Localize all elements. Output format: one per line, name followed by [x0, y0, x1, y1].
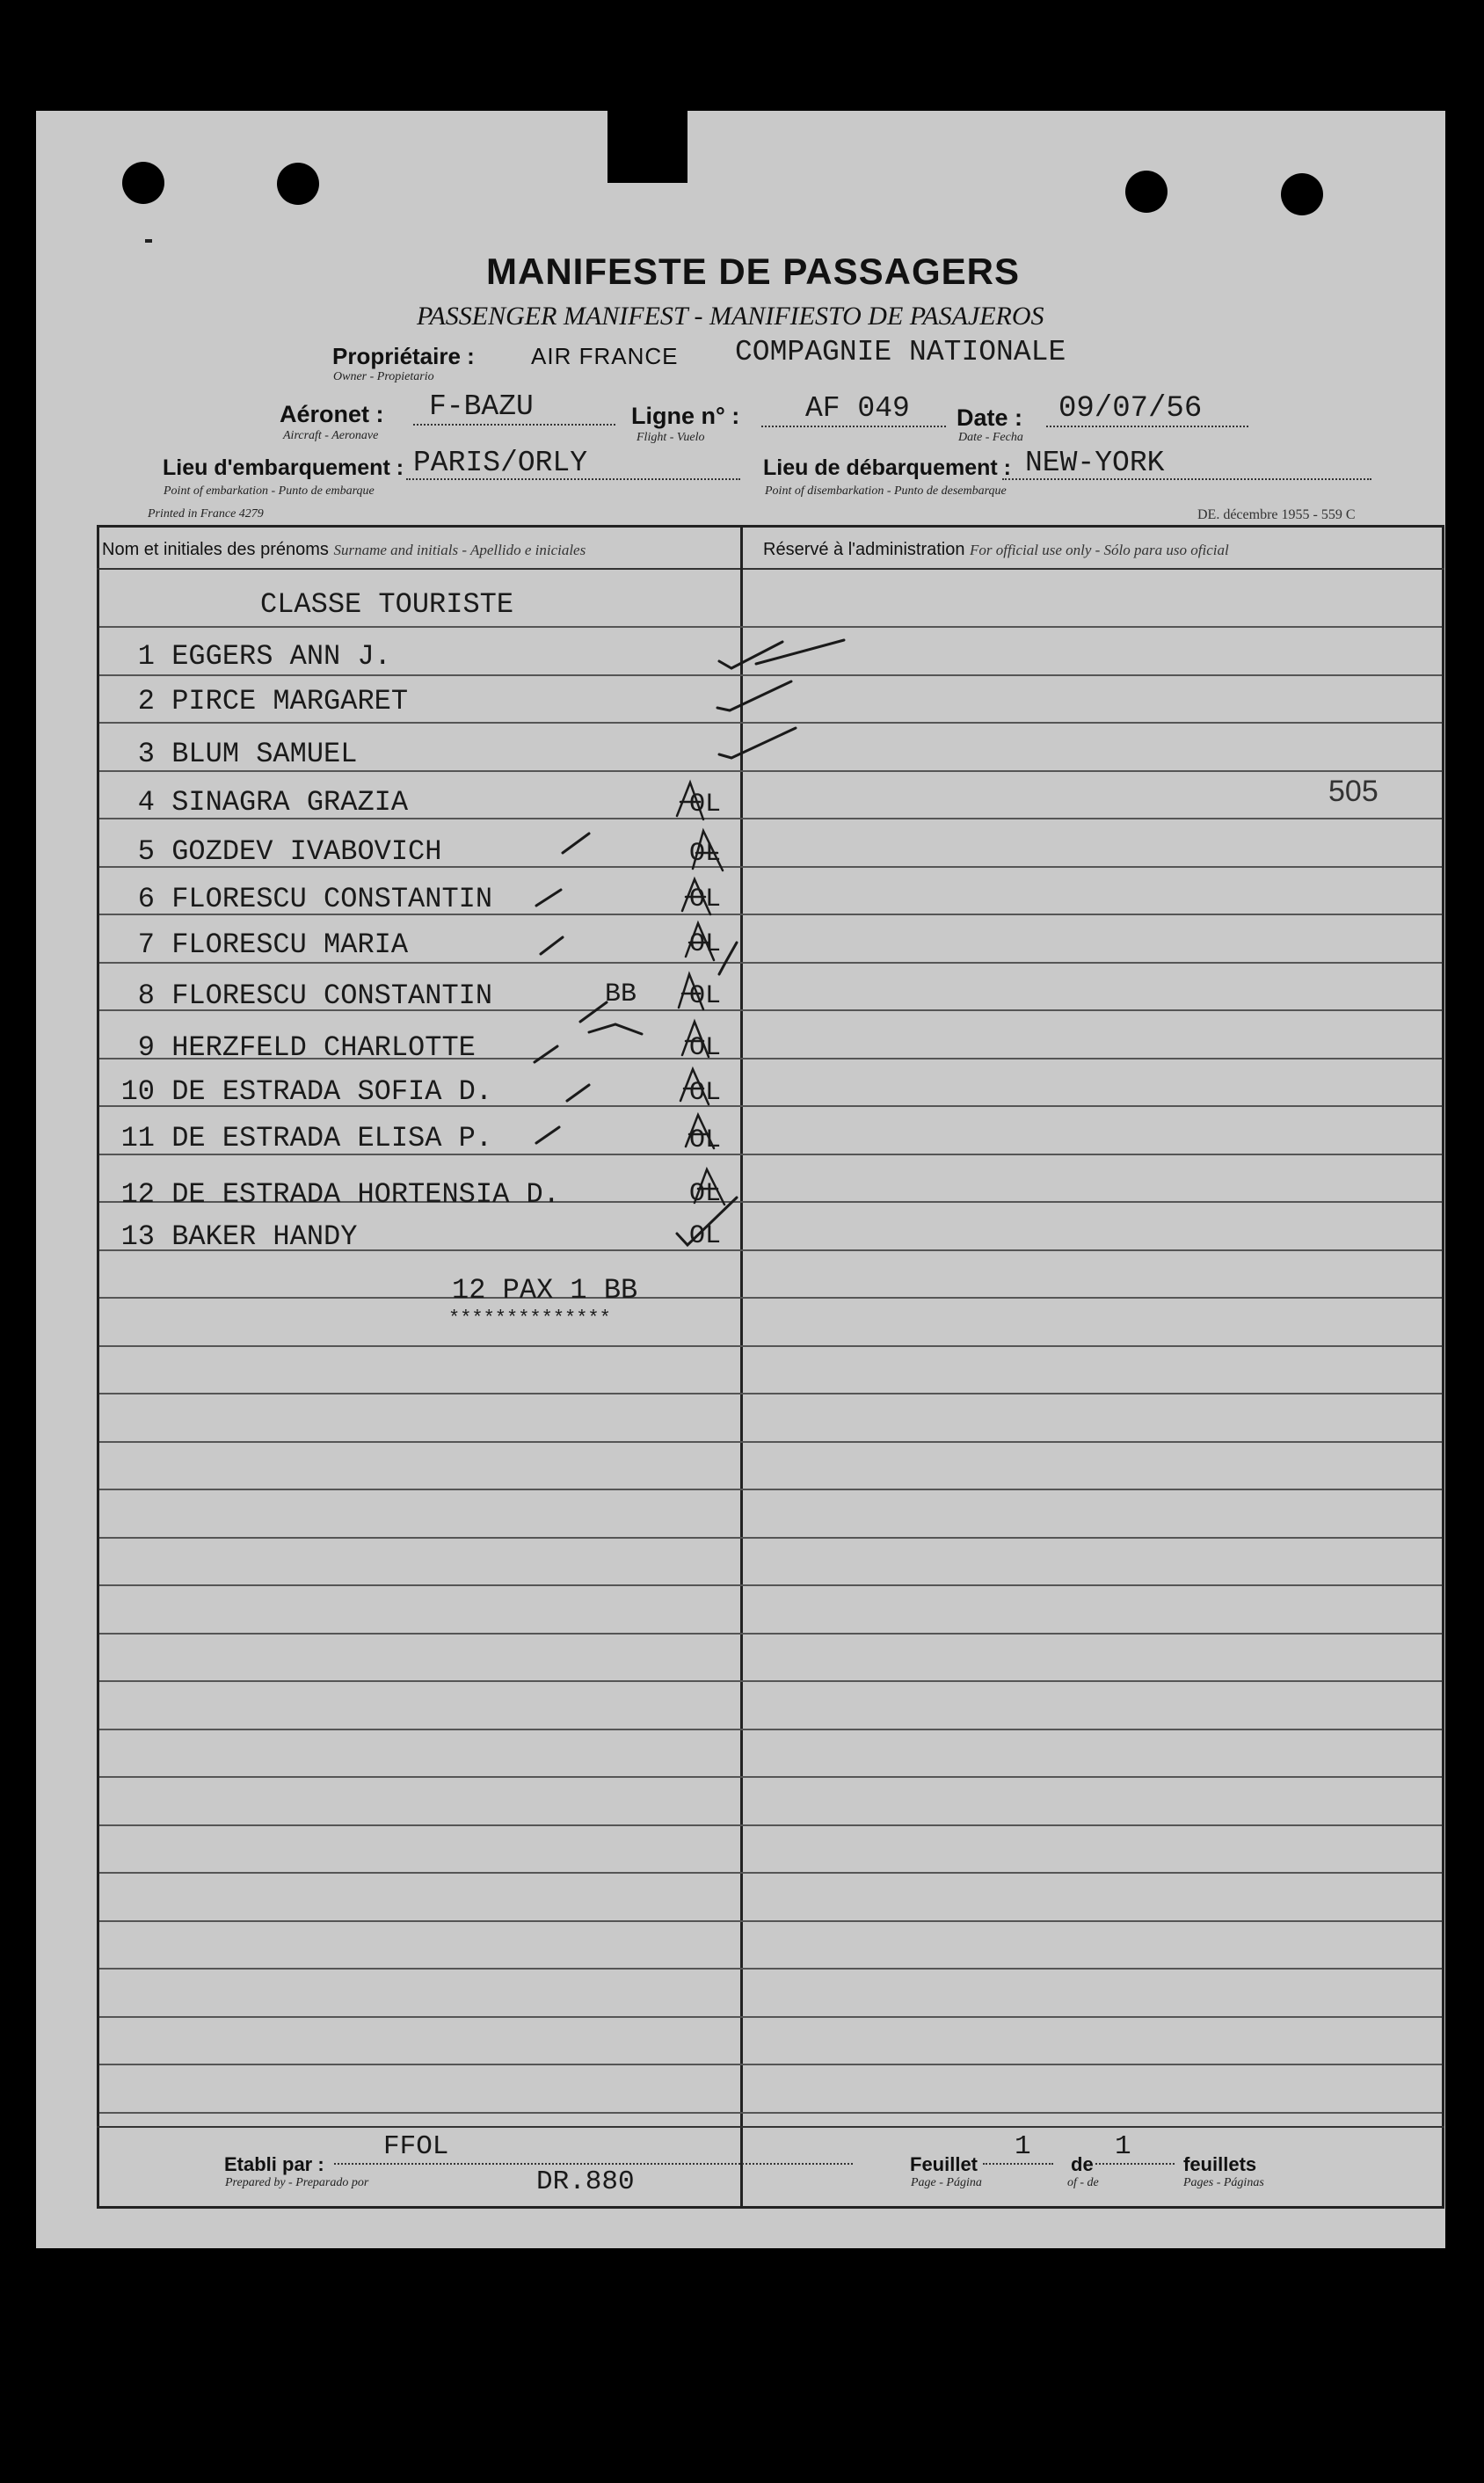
disembark-value: NEW-YORK — [1025, 447, 1165, 479]
ruled-line — [99, 1680, 1442, 1682]
total-stars: ************** — [448, 1307, 611, 1329]
form-reference: DE. décembre 1955 - 559 C — [1197, 507, 1356, 522]
punch-hole — [1125, 171, 1168, 213]
passenger-row: 3 BLUM SAMUEL — [137, 738, 358, 770]
speck — [145, 239, 152, 243]
page-sublabel: Page - Página — [911, 2176, 982, 2189]
class-code: OL — [689, 885, 722, 914]
passenger-row: 12 DE ESTRADA HORTENSIA D. — [120, 1178, 560, 1211]
initial-a-marks — [677, 783, 724, 1209]
embark-underline — [406, 478, 740, 480]
aircraft-sublabel: Aircraft - Aeronave — [283, 429, 379, 442]
punch-hole — [1281, 173, 1323, 215]
aircraft-value: F-BAZU — [429, 390, 534, 423]
date-underline — [1046, 426, 1248, 427]
passenger-row: 11 DE ESTRADA ELISA P. — [120, 1122, 493, 1154]
passenger-row: 1 EGGERS ANN J. — [137, 640, 391, 673]
prepared-underline — [334, 2163, 853, 2165]
ruled-line — [99, 2016, 1442, 2018]
table-header-separator — [97, 568, 1444, 570]
aircraft-underline — [413, 424, 615, 426]
disembark-label: Lieu de débarquement : — [763, 455, 1011, 480]
passenger-row: 5 GOZDEV IVABOVICH — [137, 835, 442, 868]
column-header-names — [102, 540, 586, 560]
baby-marker: BB — [605, 979, 637, 1009]
page-label: Feuillet — [910, 2153, 978, 2175]
passenger-row: 13 BAKER HANDY — [120, 1220, 358, 1253]
class-code: OL — [689, 1125, 722, 1155]
column-header-admin-sub: For official use only - Sólo para uso oficial — [970, 542, 1229, 558]
ruled-line — [99, 1537, 1442, 1539]
owner-extra: COMPAGNIE NATIONALE — [735, 336, 1066, 368]
passenger-row: 7 FLORESCU MARIA — [137, 928, 409, 961]
flight-label: Ligne n° : — [631, 403, 740, 429]
disembark-underline — [1002, 478, 1371, 480]
passenger-row: 2 PIRCE MARGARET — [137, 685, 409, 717]
prepared-label: Etabli par : — [224, 2153, 324, 2175]
owner-value: AIR FRANCE — [531, 343, 679, 369]
page-underline — [983, 2163, 1053, 2165]
passenger-total: 12 PAX 1 BB — [452, 1274, 638, 1307]
column-header-admin-label: Réservé à l'administration — [763, 540, 965, 559]
date-value: 09/07/56 — [1058, 392, 1203, 426]
class-code: OL — [689, 981, 722, 1011]
total-pages-value: 1 — [1115, 2131, 1131, 2162]
embark-label: Lieu d'embarquement : — [163, 455, 404, 480]
page-value: 1 — [1015, 2131, 1031, 2162]
ruled-line — [99, 1297, 1442, 1299]
class-code: OL — [689, 839, 722, 869]
ruled-line — [99, 1872, 1442, 1874]
passenger-row: 9 HERZFELD CHARLOTTE — [137, 1031, 476, 1064]
admin-note: 505 — [1328, 775, 1379, 808]
ruled-line — [99, 1920, 1442, 1922]
punch-hole — [277, 163, 319, 205]
of-sublabel: of - de — [1067, 2176, 1099, 2189]
page-title: MANIFESTE DE PASSAGERS — [486, 251, 1020, 292]
owner-label: Propriétaire : — [332, 343, 475, 369]
column-header-admin — [763, 540, 1229, 560]
class-code: OL — [689, 1078, 722, 1108]
page-subtitle: PASSENGER MANIFEST - MANIFIESTO DE PASAJEROS — [417, 302, 1044, 331]
checkmark — [719, 728, 796, 758]
passenger-row: 6 FLORESCU CONSTANTIN — [137, 883, 493, 915]
checkmark — [719, 943, 737, 974]
checkmark — [717, 681, 791, 710]
checkmark — [719, 640, 844, 668]
ruled-line — [99, 1441, 1442, 1443]
passenger-row: 8 FLORESCU CONSTANTIN — [137, 979, 493, 1012]
prepared-value: FFOL — [383, 2131, 449, 2162]
scribble — [589, 1024, 642, 1034]
ruled-line — [99, 1584, 1442, 1586]
owner-sublabel: Owner - Propietario — [333, 370, 434, 383]
disembark-sublabel: Point of disembarkation - Punto de desembarque — [765, 484, 1007, 498]
prepared-reference: DR.880 — [536, 2166, 635, 2197]
flight-value: AF 049 — [805, 392, 910, 425]
ruled-line — [99, 2064, 1442, 2065]
date-label: Date : — [957, 404, 1023, 431]
ruled-line — [99, 1968, 1442, 1970]
ruled-line — [99, 1824, 1442, 1826]
binder-tab — [607, 76, 687, 183]
flight-underline — [761, 426, 946, 427]
class-code: OL — [689, 790, 722, 819]
column-header-names-label: Nom et initiales des prénoms — [102, 540, 329, 559]
class-code: OL — [689, 1033, 722, 1063]
passenger-row: 10 DE ESTRADA SOFIA D. — [120, 1075, 493, 1108]
embark-sublabel: Point of embarkation - Punto de embarque — [164, 484, 375, 498]
date-sublabel: Date - Fecha — [958, 431, 1023, 444]
class-label: CLASSE TOURISTE — [260, 588, 514, 621]
class-code: OL — [689, 929, 722, 959]
column-header-names-sub: Surname and initials - Apellido e iniciales — [333, 542, 586, 558]
printed-note: Printed in France 4279 — [148, 507, 264, 521]
ruled-line — [99, 2112, 1442, 2114]
ruled-line — [99, 1776, 1442, 1778]
total-pages-underline — [1095, 2163, 1175, 2165]
ruled-line — [99, 1633, 1442, 1635]
class-code: OL — [689, 1179, 722, 1209]
prepared-sublabel: Prepared by - Preparado por — [225, 2176, 369, 2189]
flight-sublabel: Flight - Vuelo — [637, 431, 705, 444]
embark-value: PARIS/ORLY — [413, 447, 588, 479]
pages-sublabel: Pages - Páginas — [1183, 2176, 1264, 2189]
table-footer-separator — [97, 2126, 1444, 2128]
handwritten-marks — [527, 615, 879, 1284]
aircraft-label: Aéronet : — [280, 401, 384, 427]
tick-mark — [535, 834, 607, 1143]
ruled-line — [99, 1729, 1442, 1730]
ruled-line — [99, 1345, 1442, 1347]
of-label: de — [1071, 2153, 1094, 2175]
class-code: OL — [689, 1221, 722, 1251]
ruled-line — [99, 1489, 1442, 1490]
punch-hole — [122, 162, 164, 204]
passenger-row: 4 SINAGRA GRAZIA — [137, 786, 409, 819]
ruled-line — [99, 1393, 1442, 1394]
pages-label: feuillets — [1183, 2153, 1257, 2175]
checkmark — [677, 1198, 737, 1245]
